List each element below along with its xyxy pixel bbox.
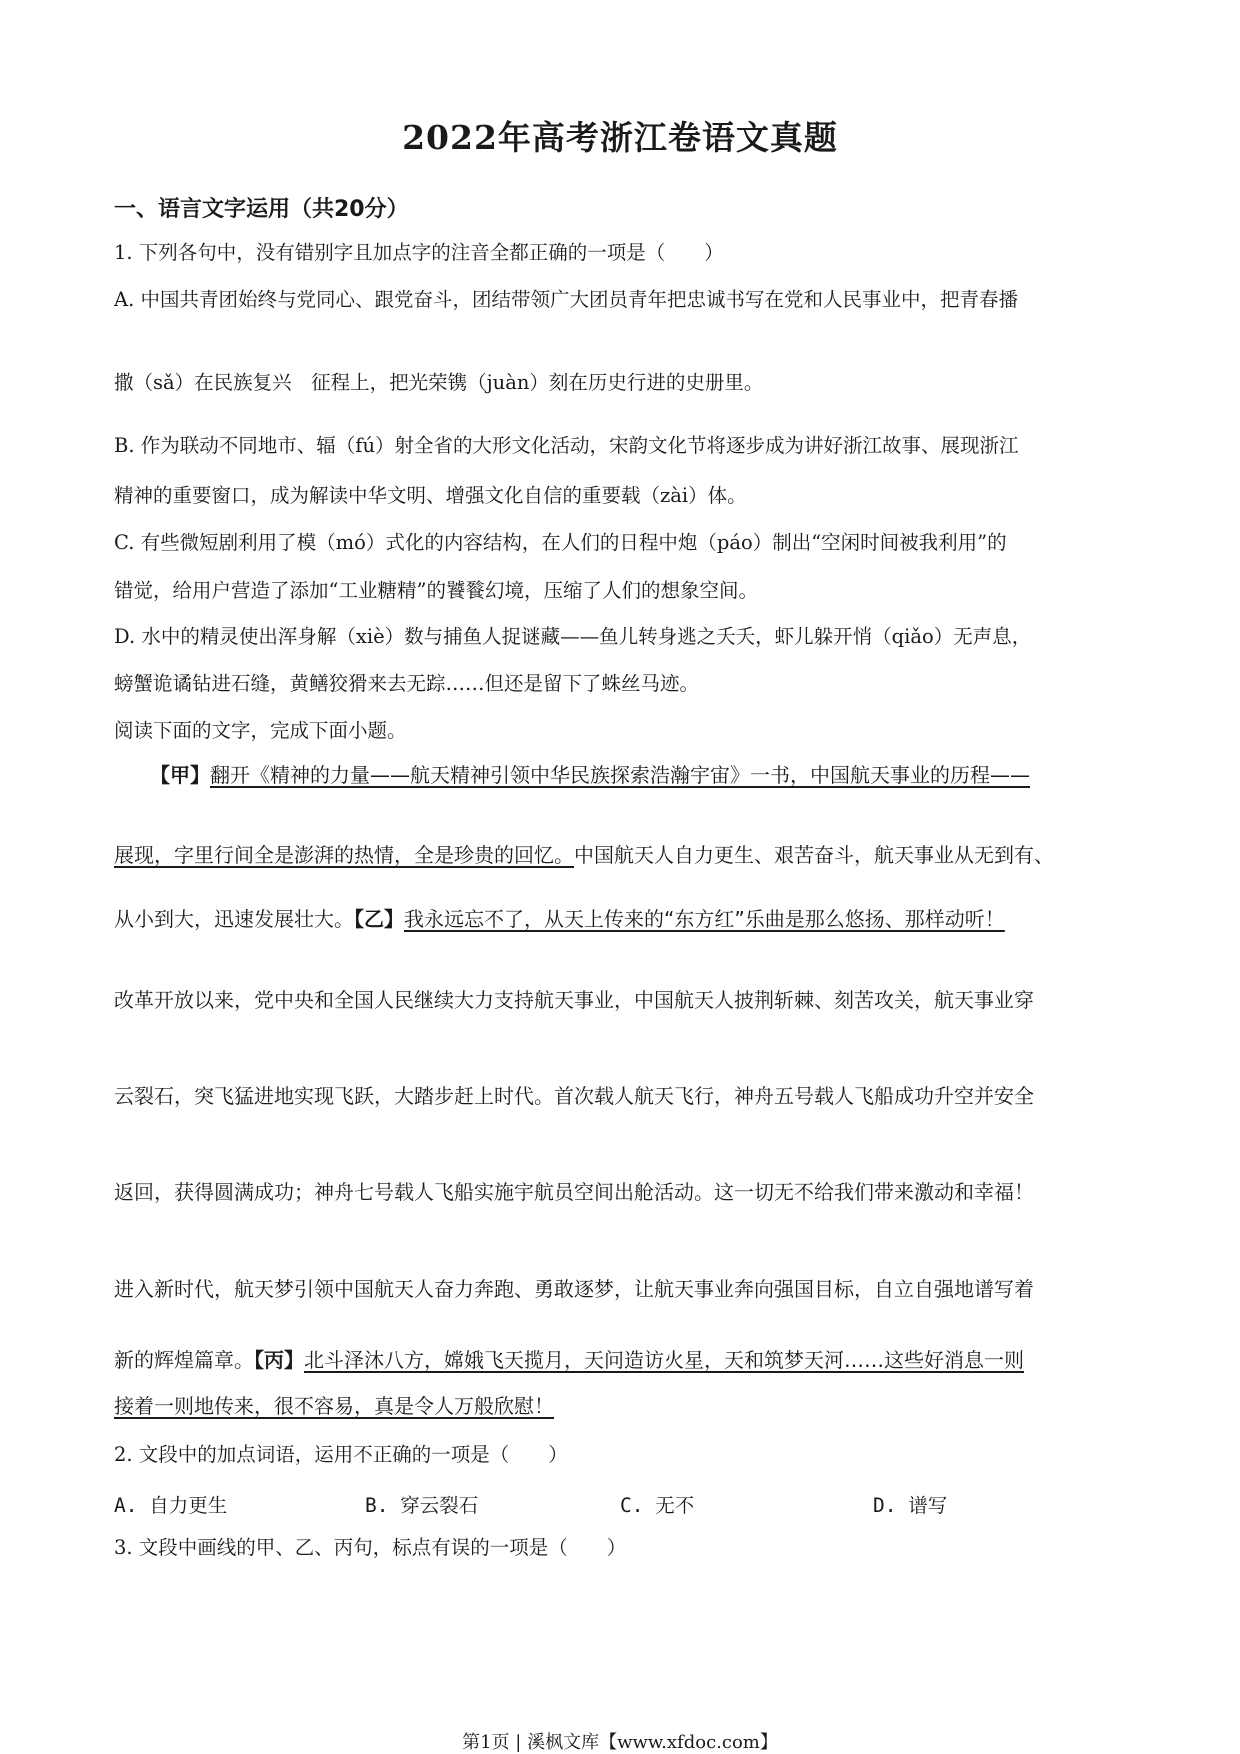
option-c-line-1: C. 有些微短剧利用了模（mó）式化的内容结构，在人们的日程中炮（páo）制出“空闲时间被我利用”的 — [114, 531, 1007, 554]
question-2-stem: 2. 文段中的加点词语，运用不正确的一项是（ ） — [114, 1443, 568, 1466]
passage-line-8 — [114, 1345, 1024, 1375]
question-1-stem: 1. 下列各句中，没有错别字且加点字的注音全都正确的一项是（ ） — [114, 241, 724, 264]
label-jia: 【甲】 — [150, 763, 210, 787]
q2-option-d: D. 谱写 — [873, 1494, 948, 1517]
passage-line-4: 改革开放以来，党中央和全国人民继续大力支持航天事业，中国航天人披荆斩棘、刻苦攻关，航天事业穿 — [114, 988, 1034, 1012]
sentence-bing-part-2: 接着一则地传来，很不容易，真是令人万般欣慰！ — [114, 1394, 554, 1418]
passage-text: 新的辉煌篇章。 — [114, 1348, 254, 1372]
passage-line-2 — [114, 840, 1054, 870]
option-b-line-2: 精神的重要窗口，成为解读中华文明、增强文化自信的重要载（zài）体。 — [114, 484, 747, 507]
passage-text: 中国航天人自力更生、艰苦奋斗，航天事业从无到有、 — [574, 843, 1054, 867]
page-footer: 第1页 | 溪枫文库【www.xfdoc.com】 — [462, 1732, 778, 1753]
q2-option-a: A. 自力更生 — [114, 1494, 228, 1517]
passage-line-7: 进入新时代，航天梦引领中国航天人奋力奔跑、勇敢逐梦，让航天事业奔向强国目标，自立自强地谱写着 — [114, 1277, 1034, 1301]
reading-intro: 阅读下面的文字，完成下面小题。 — [114, 719, 407, 742]
sentence-yi: 我永远忘不了，从天上传来的“东方红”乐曲是那么悠扬、那样动听！ — [404, 907, 1005, 931]
sentence-jia-part-2: 展现，字里行间全是澎湃的热情，全是珍贵的回忆。 — [114, 843, 574, 867]
passage-line-1 — [150, 760, 1030, 790]
option-b-line-1: B. 作为联动不同地市、辐（fú）射全省的大形文化活动，宋韵文化节将逐步成为讲好浙江故事、展现浙江 — [114, 434, 1019, 457]
label-yi: 【乙】 — [354, 907, 404, 931]
question-3-stem: 3. 文段中画线的甲、乙、丙句，标点有误的一项是（ ） — [114, 1536, 627, 1559]
passage-text: 从小到大，迅速发展壮大。 — [114, 907, 354, 931]
label-bing: 【丙】 — [254, 1348, 304, 1372]
option-d-line-2: 螃蟹诡谲钻进石缝，黄鳝狡猾来去无踪……但还是留下了蛛丝马迹。 — [114, 672, 700, 695]
option-c-line-2: 错觉，给用户营造了添加“工业糖精”的饕餮幻境，压缩了人们的想象空间。 — [114, 579, 758, 602]
passage-line-6: 返回，获得圆满成功；神舟七号载人飞船实施宇航员空间出舱活动。这一切无不给我们带来激动和幸福！ — [114, 1180, 1034, 1204]
section-heading: 一、语言文字运用（共20分） — [114, 197, 409, 222]
page-title: 2022年高考浙江卷语文真题 — [402, 118, 838, 157]
sentence-jia-part-1: 翻开《精神的力量——航天精神引领中华民族探索浩瀚宇宙》一书，中国航天事业的历程—— — [210, 763, 1030, 787]
passage-line-3 — [114, 904, 1005, 934]
option-a-line-2: 撒（sǎ）在民族复兴 征程上，把光荣镌（juàn）刻在历史行进的史册里。 — [114, 371, 764, 394]
sentence-bing-part-1: 北斗泽沐八方，嫦娥飞天揽月，天问造访火星，天和筑梦天河……这些好消息一则 — [304, 1348, 1024, 1372]
q2-option-b: B. 穿云裂石 — [365, 1494, 479, 1517]
option-d-line-1: D. 水中的精灵使出浑身解（xiè）数与捕鱼人捉谜藏——鱼儿转身逃之夭夭，虾儿躲开悄（qiǎo）无声息， — [114, 625, 1032, 648]
q2-option-c: C. 无不 — [620, 1494, 695, 1517]
option-a-line-1: A. 中国共青团始终与党同心、跟党奋斗，团结带领广大团员青年把忠诚书写在党和人民事业中，把青春播 — [114, 288, 1018, 311]
passage-line-5: 云裂石，突飞猛进地实现飞跃，大踏步赶上时代。首次载人航天飞行，神舟五号载人飞船成功升空并安全 — [114, 1084, 1034, 1108]
passage-line-9 — [114, 1391, 554, 1421]
